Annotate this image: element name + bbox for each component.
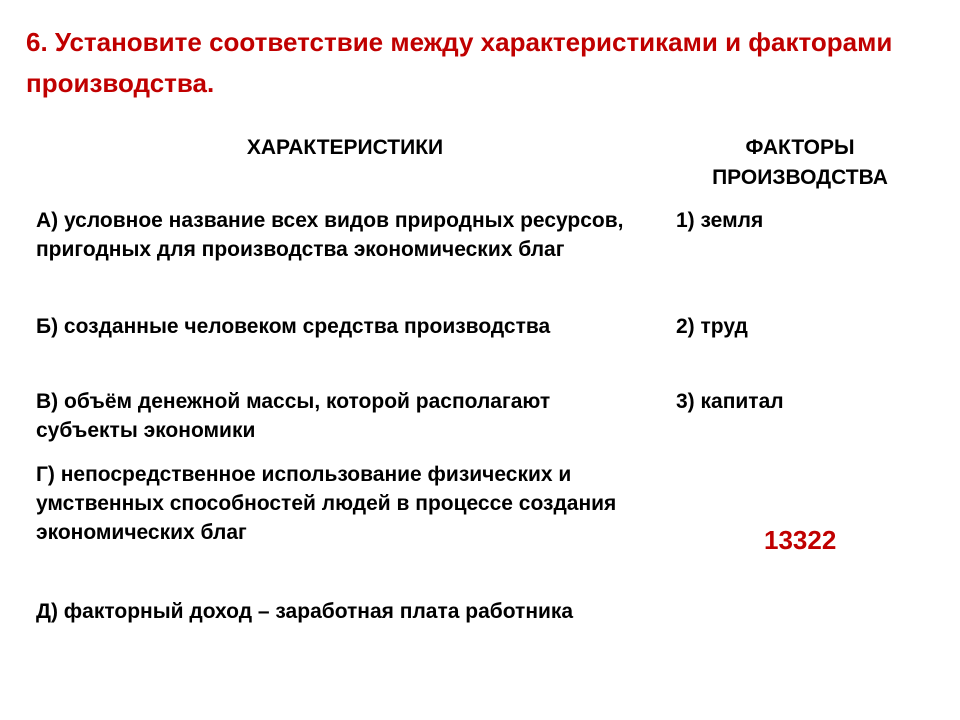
characteristic-item-v: В) объём денежной массы, которой располагают субъекты экономики xyxy=(36,390,551,442)
factors-header: ФАКТОРЫ ПРОИЗВОДСТВА xyxy=(712,136,888,189)
characteristic-item-b: Б) созданные человеком средства производства xyxy=(36,315,551,338)
factor-item-3: 3) капитал xyxy=(676,390,784,413)
factor-item-1: 1) земля xyxy=(676,209,764,232)
characteristic-item-d: Д) факторный доход – заработная плата работника xyxy=(36,600,574,623)
task-title: 6. Установите соответствие между характеристиками и факторами производства. xyxy=(26,27,893,98)
answer-code: 13322 xyxy=(764,525,837,555)
factor-item-2: 2) труд xyxy=(676,315,748,338)
characteristics-header: ХАРАКТЕРИСТИКИ xyxy=(246,136,444,159)
characteristic-item-g: Г) непосредственное использование физических и умственных способностей людей в процессе создания экономических благ xyxy=(36,463,617,544)
characteristic-item-a: А) условное название всех видов природных ресурсов, пригодных для производства экономических благ xyxy=(36,209,624,261)
